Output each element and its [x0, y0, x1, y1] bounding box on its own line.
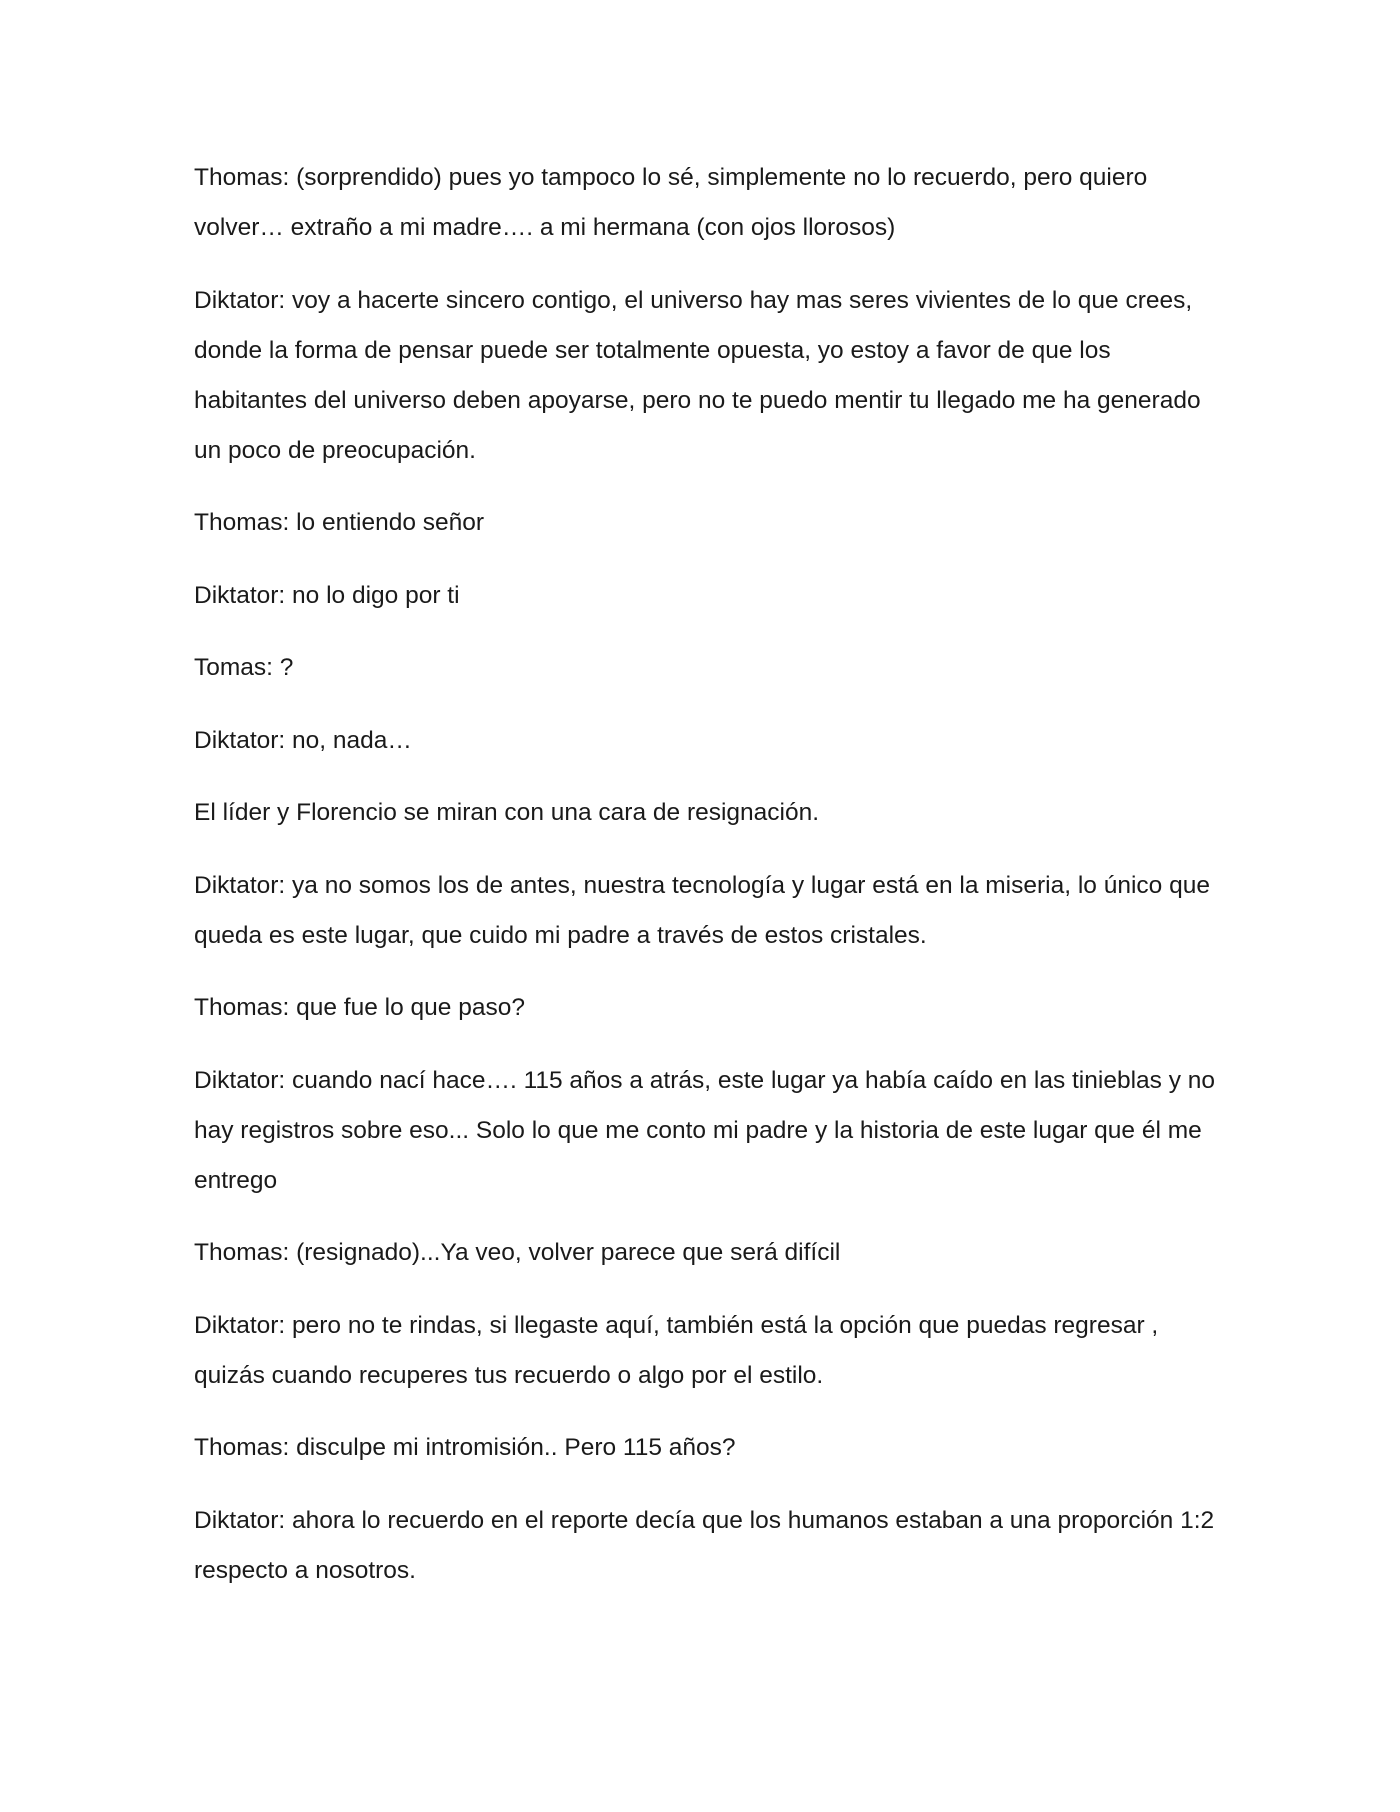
paragraph-11: Thomas: (resignado)...Ya veo, volver parece que será difícil — [194, 1239, 841, 1266]
paragraph-2: Diktator: voy a hacerte sincero contigo, el universo hay mas seres vivientes de lo que crees, donde la forma de pensar puede ser totalmente opuesta, yo estoy a favor de que los habitantes del universo deben apoyarse, pero no te puedo mentir tu llegado me ha generado un poco de preocupación. — [194, 286, 1201, 464]
paragraph-9: Thomas: que fue lo que paso? — [194, 994, 525, 1021]
paragraph-12: Diktator: pero no te rindas, si llegaste aquí, también está la opción que puedas regresar , quizás cuando recuperes tus recuerdo o algo por el estilo. — [194, 1311, 1159, 1389]
paragraph-10: Diktator: cuando nací hace…. 115 años a atrás, este lugar ya había caído en las tinieblas y no hay registros sobre eso... Solo lo que me conto mi padre y la historia de este lugar que él me entrego — [194, 1066, 1216, 1194]
paragraph-13: Thomas: disculpe mi intromisión.. Pero 115 años? — [194, 1434, 736, 1461]
paragraph-4: Diktator: no lo digo por ti — [194, 581, 460, 609]
paragraph-5: Tomas: ? — [194, 654, 294, 681]
paragraph-14: Diktator: ahora lo recuerdo en el reporte decía que los humanos estaban a una proporción 1:2 respecto a nosotros. — [194, 1506, 1215, 1584]
paragraph-8: Diktator: ya no somos los de antes, nuestra tecnología y lugar está en la miseria, lo único que queda es este lugar, que cuido mi padre a través de estos cristales. — [194, 871, 1210, 949]
document-body — [194, 153, 1224, 1618]
paragraph-1: Thomas: (sorprendido) pues yo tampoco lo sé, simplemente no lo recuerdo, pero quiero volver… extraño a mi madre…. a mi hermana (con ojos llorosos) — [194, 164, 1148, 241]
paragraph-7: El líder y Florencio se miran con una cara de resignación. — [194, 799, 820, 826]
paragraph-6: Diktator: no, nada… — [194, 726, 412, 754]
paragraph-3: Thomas: lo entiendo señor — [194, 509, 485, 536]
